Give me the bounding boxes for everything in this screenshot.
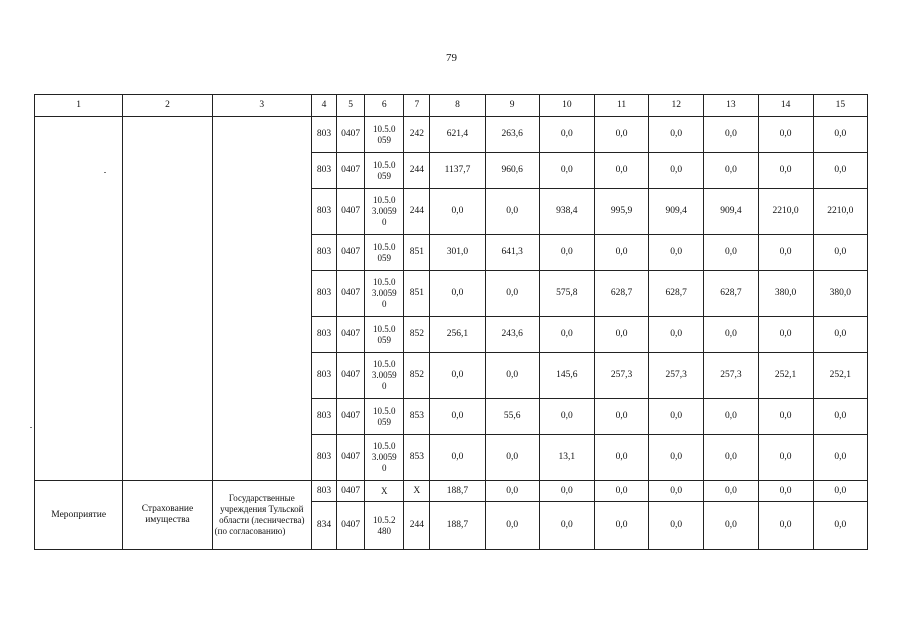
cell-target-article: 10.5.2 480 (365, 502, 404, 550)
cell-amount: 0,0 (430, 353, 485, 399)
cell-section-code: 0407 (337, 271, 365, 317)
table-row (35, 117, 868, 153)
cell-amount: 0,0 (758, 399, 813, 435)
cell-amount: 0,0 (539, 481, 594, 502)
cell-amount: 257,3 (649, 353, 704, 399)
cell-amount: 0,0 (649, 399, 704, 435)
event-type-label: Мероприятие (35, 481, 123, 550)
cell-expense-type: 244 (404, 502, 430, 550)
budget-table (34, 94, 868, 550)
cell-target-article: 10.5.0 3.0059 0 (365, 271, 404, 317)
cell-amount: 0,0 (704, 235, 758, 271)
cell-amount: 0,0 (813, 117, 867, 153)
cell-amount: 0,0 (539, 117, 594, 153)
cell-amount: 0,0 (539, 153, 594, 189)
cell-amount: 0,0 (758, 502, 813, 550)
cell-amount: 13,1 (539, 435, 594, 481)
cell-amount: 575,8 (539, 271, 594, 317)
col-header: 14 (758, 95, 813, 117)
cell-ministry-code: 803 (311, 271, 336, 317)
col-header: 5 (337, 95, 365, 117)
cell-amount: 0,0 (594, 502, 648, 550)
col-header: 12 (649, 95, 704, 117)
cell-amount: 0,0 (649, 317, 704, 353)
cell-amount: 0,0 (758, 117, 813, 153)
cell-ministry-code: 803 (311, 235, 336, 271)
cell-amount: 0,0 (758, 153, 813, 189)
col-header: 13 (704, 95, 758, 117)
cell-ministry-code: 834 (311, 502, 336, 550)
cell-expense-type: 853 (404, 435, 430, 481)
col-header: 11 (594, 95, 648, 117)
cell-amount: 188,7 (430, 481, 485, 502)
cell-amount: 301,0 (430, 235, 485, 271)
cell-amount: 628,7 (649, 271, 704, 317)
cell-amount: 2210,0 (758, 189, 813, 235)
cell-amount: 145,6 (539, 353, 594, 399)
cell-amount: 380,0 (813, 271, 867, 317)
cell-expense-type: X (404, 481, 430, 502)
cell-target-article: 10.5.0 059 (365, 317, 404, 353)
cell-amount: 628,7 (594, 271, 648, 317)
cell-amount: 0,0 (594, 117, 648, 153)
cell-amount: 0,0 (430, 435, 485, 481)
cell-amount: 0,0 (704, 435, 758, 481)
cell-amount: 0,0 (539, 317, 594, 353)
cell-ministry-code: 803 (311, 399, 336, 435)
cell-amount: 257,3 (704, 353, 758, 399)
cell-amount: 621,4 (430, 117, 485, 153)
cell-amount: 0,0 (485, 481, 539, 502)
scan-speck (30, 427, 32, 428)
cell-amount: 380,0 (758, 271, 813, 317)
cell-section-code: 0407 (337, 189, 365, 235)
table-row (35, 481, 868, 502)
cell-amount: 0,0 (539, 235, 594, 271)
cell-expense-type: 851 (404, 271, 430, 317)
cell-amount: 2210,0 (813, 189, 867, 235)
cell-expense-type: 852 (404, 317, 430, 353)
cell-amount: 0,0 (813, 399, 867, 435)
col-header: 8 (430, 95, 485, 117)
cell-amount: 938,4 (539, 189, 594, 235)
cell-amount: 995,9 (594, 189, 648, 235)
event-name: Страхование имущества (123, 481, 212, 550)
cell-amount: 0,0 (539, 399, 594, 435)
cell-section-code: 0407 (337, 317, 365, 353)
cell-amount: 0,0 (594, 235, 648, 271)
col-header: 15 (813, 95, 867, 117)
cell-amount: 55,6 (485, 399, 539, 435)
cell-section-code: 0407 (337, 353, 365, 399)
cell-expense-type: 244 (404, 189, 430, 235)
cell-section-code: 0407 (337, 153, 365, 189)
cell-amount: 252,1 (813, 353, 867, 399)
cell-amount: 0,0 (704, 502, 758, 550)
cell-amount: 0,0 (758, 481, 813, 502)
cell-amount: 0,0 (704, 153, 758, 189)
cell-amount: 0,0 (758, 235, 813, 271)
cell-amount: 0,0 (704, 399, 758, 435)
cell-amount: 243,6 (485, 317, 539, 353)
cell-amount: 960,6 (485, 153, 539, 189)
cell-amount: 0,0 (649, 117, 704, 153)
col-header: 9 (485, 95, 539, 117)
cell-amount: 909,4 (704, 189, 758, 235)
cell-amount: 0,0 (594, 317, 648, 353)
cell-amount: 0,0 (813, 235, 867, 271)
cell-ministry-code: 803 (311, 117, 336, 153)
cell-target-article: 10.5.0 059 (365, 153, 404, 189)
cell-amount: 0,0 (649, 235, 704, 271)
cell-amount: 0,0 (813, 502, 867, 550)
cell-amount: 909,4 (649, 189, 704, 235)
cell-amount: 0,0 (539, 502, 594, 550)
cell-target-article: 10.5.0 059 (365, 117, 404, 153)
cell-amount: 0,0 (704, 317, 758, 353)
cell-amount: 0,0 (649, 481, 704, 502)
col-header: 3 (212, 95, 311, 117)
cell-section-code: 0407 (337, 435, 365, 481)
cell-amount: 0,0 (594, 481, 648, 502)
cell-ministry-code: 803 (311, 153, 336, 189)
cell-section-code: 0407 (337, 117, 365, 153)
cell-amount: 0,0 (485, 435, 539, 481)
col-header: 1 (35, 95, 123, 117)
cell-amount: 0,0 (813, 481, 867, 502)
cell-amount: 188,7 (430, 502, 485, 550)
cell-section-code: 0407 (337, 235, 365, 271)
col-header: 4 (311, 95, 336, 117)
merged-col-1 (35, 117, 123, 481)
page-number: 79 (446, 52, 457, 64)
cell-section-code: 0407 (337, 502, 365, 550)
cell-expense-type: 242 (404, 117, 430, 153)
cell-amount: 0,0 (649, 502, 704, 550)
header-row (35, 95, 868, 117)
cell-amount: 0,0 (430, 189, 485, 235)
cell-amount: 0,0 (594, 153, 648, 189)
col-header: 2 (123, 95, 212, 117)
col-header: 10 (539, 95, 594, 117)
cell-expense-type: 853 (404, 399, 430, 435)
cell-expense-type: 244 (404, 153, 430, 189)
cell-amount: 0,0 (813, 317, 867, 353)
cell-section-code: 0407 (337, 399, 365, 435)
cell-amount: 1137,7 (430, 153, 485, 189)
cell-ministry-code: 803 (311, 317, 336, 353)
merged-col-3 (212, 117, 311, 481)
cell-amount: 641,3 (485, 235, 539, 271)
cell-target-article: 10.5.0 059 (365, 235, 404, 271)
cell-target-article: 10.5.0 3.0059 0 (365, 189, 404, 235)
cell-amount: 0,0 (813, 435, 867, 481)
col-header: 7 (404, 95, 430, 117)
cell-amount: 0,0 (485, 271, 539, 317)
cell-amount: 0,0 (485, 189, 539, 235)
cell-amount: 0,0 (485, 502, 539, 550)
cell-amount: 252,1 (758, 353, 813, 399)
cell-target-article: 10.5.0 059 (365, 399, 404, 435)
cell-section-code: 0407 (337, 481, 365, 502)
cell-amount: 256,1 (430, 317, 485, 353)
cell-ministry-code: 803 (311, 189, 336, 235)
cell-expense-type: 852 (404, 353, 430, 399)
cell-amount: 0,0 (704, 117, 758, 153)
cell-amount: 257,3 (594, 353, 648, 399)
cell-amount: 0,0 (485, 353, 539, 399)
cell-amount: 0,0 (430, 399, 485, 435)
cell-target-article: 10.5.0 3.0059 0 (365, 353, 404, 399)
cell-target-article: X (365, 481, 404, 502)
merged-col-2 (123, 117, 212, 481)
col-header: 6 (365, 95, 404, 117)
cell-amount: 0,0 (594, 399, 648, 435)
cell-ministry-code: 803 (311, 435, 336, 481)
cell-amount: 0,0 (813, 153, 867, 189)
cell-amount: 628,7 (704, 271, 758, 317)
cell-expense-type: 851 (404, 235, 430, 271)
cell-amount: 0,0 (594, 435, 648, 481)
cell-ministry-code: 803 (311, 353, 336, 399)
cell-ministry-code: 803 (311, 481, 336, 502)
cell-amount: 0,0 (704, 481, 758, 502)
cell-amount: 0,0 (430, 271, 485, 317)
cell-amount: 0,0 (649, 435, 704, 481)
cell-amount: 0,0 (649, 153, 704, 189)
cell-target-article: 10.5.0 3.0059 0 (365, 435, 404, 481)
cell-amount: 0,0 (758, 317, 813, 353)
event-executor: Государственные учреждения Тульской области (лесничества) (по согласованию) (212, 481, 311, 550)
cell-amount: 263,6 (485, 117, 539, 153)
cell-amount: 0,0 (758, 435, 813, 481)
